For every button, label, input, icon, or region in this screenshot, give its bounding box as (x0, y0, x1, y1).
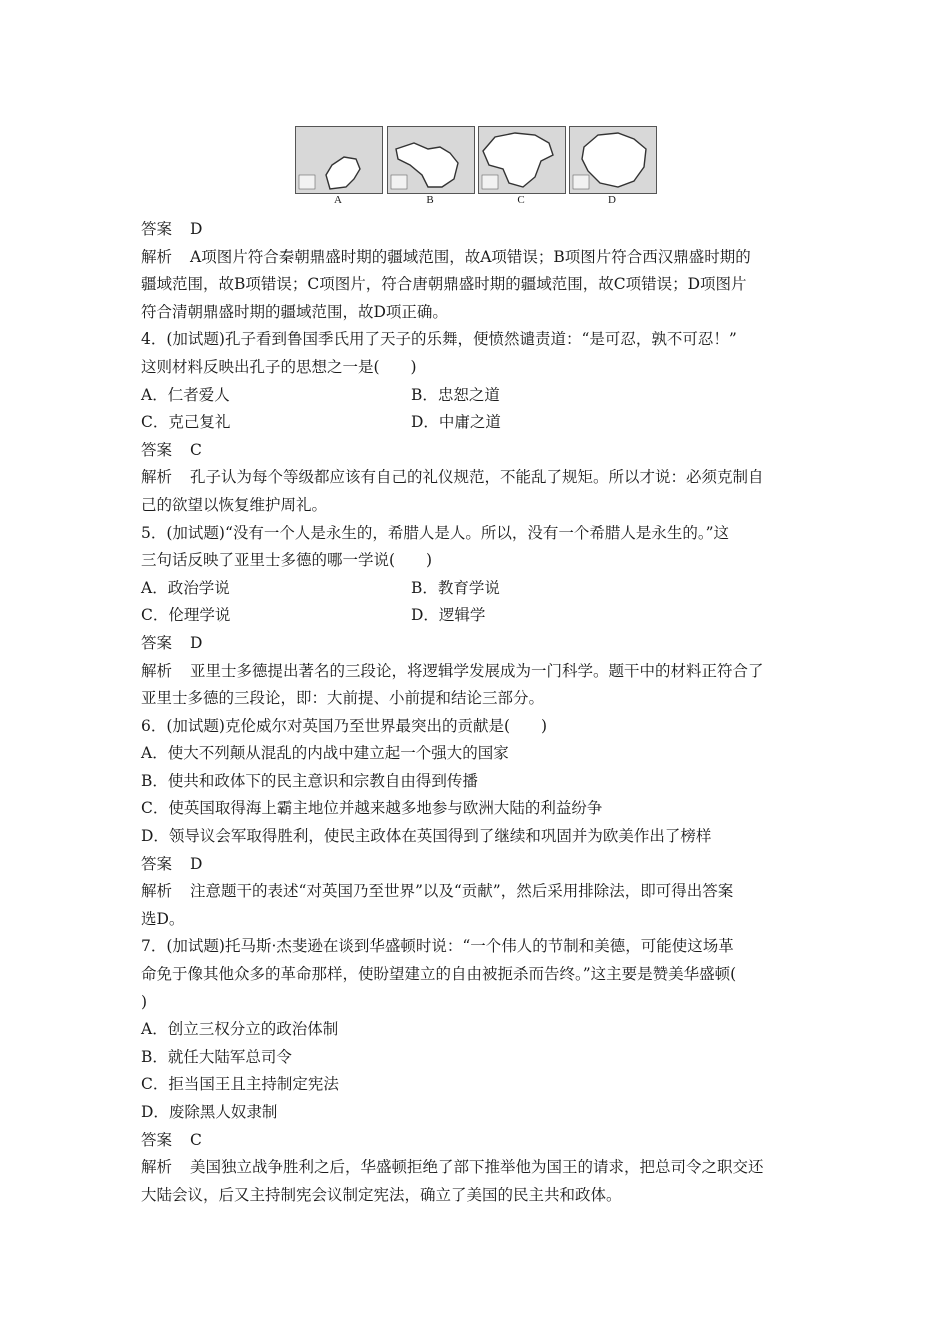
analysis-label: 解析 (141, 882, 173, 901)
option-c: C．伦理学说 (141, 606, 231, 625)
q4-options-row (141, 382, 813, 410)
map-label-a: A (334, 194, 342, 206)
map-qin-territory-icon (295, 126, 383, 194)
option-d: D．中庸之道 (411, 413, 501, 432)
map-western-han-territory-icon (387, 126, 475, 194)
q6-option-b: B．使共和政体下的民主意识和宗教自由得到传播 (141, 771, 478, 790)
q6-stem-line: 6．(加试题)克伦威尔对英国乃至世界最突出的贡献是( ) (141, 716, 548, 735)
q6-option-c: C．使英国取得海上霸主地位并越来越多地参与欧洲大陆的利益纷争 (141, 799, 603, 818)
q5-answer (141, 630, 813, 658)
answer-value: D (190, 854, 203, 873)
q3-analysis-line (141, 244, 813, 272)
q6-analysis-line: 选D。 (141, 909, 185, 928)
territory-maps (295, 126, 655, 208)
answer-label: 答案 (141, 220, 173, 238)
q5-analysis-line: 亚里士多德的三段论，即：大前提、小前提和结论三部分。 (141, 689, 545, 708)
analysis-text: 孔子认为每个等级都应该有自己的礼仪规范，不能乱了规矩。所以才说：必须克制自 (190, 468, 764, 487)
option-b: B．教育学说 (411, 578, 500, 597)
analysis-label: 解析 (141, 1158, 173, 1177)
q7-stem-line: 命免于像其他众多的革命那样，使盼望建立的自由被扼杀而告终。”这主要是赞美华盛顿( (141, 965, 737, 984)
q5-stem-line: 三句话反映了亚里士多德的哪一学说( ) (141, 551, 433, 570)
answer-value: D (190, 220, 203, 238)
q4-answer (141, 437, 813, 465)
option-a: A．仁者爱人 (141, 385, 230, 404)
q5-analysis-line (141, 658, 813, 686)
analysis-text: A项图片符合秦朝鼎盛时期的疆域范围，故A项错误；B项图片符合西汉鼎盛时期的 (190, 247, 751, 266)
q4-options-row (141, 409, 813, 437)
analysis-text: 美国独立战争胜利之后，华盛顿拒绝了部下推举他为国王的请求，把总司令之职交还 (190, 1158, 764, 1177)
q3-answer (141, 216, 813, 244)
answer-value: C (190, 1130, 202, 1149)
q7-option-d: D．废除黑人奴隶制 (141, 1103, 278, 1121)
answer-value: D (190, 633, 203, 652)
q7-stem-line: ) (141, 992, 148, 1011)
q7-option-c: C．拒当国王且主持制定宪法 (141, 1075, 339, 1094)
analysis-label: 解析 (141, 468, 173, 487)
q3-analysis-line: 疆域范围，故B项错误；C项图片，符合唐朝鼎盛时期的疆域范围，故C项错误；D项图片 (141, 275, 747, 294)
document-body (141, 216, 813, 1209)
answer-label: 答案 (141, 633, 173, 652)
map-label-c: C (517, 194, 525, 206)
q4-stem-line: 4．(加试题)孔子看到鲁国季氏用了天子的乐舞，便愤然谴责道：“是可忍，孰不可忍！” (141, 330, 737, 349)
analysis-label: 解析 (141, 247, 173, 266)
q5-options-row (141, 602, 813, 630)
analysis-label: 解析 (141, 661, 173, 680)
q7-analysis-line (141, 1154, 813, 1182)
answer-label: 答案 (141, 1130, 173, 1149)
q5-stem-line: 5．(加试题)“没有一个人是永生的，希腊人是人。所以，没有一个希腊人是永生的。”这 (141, 523, 730, 542)
q4-stem-line: 这则材料反映出孔子的思想之一是( ) (141, 357, 417, 376)
q7-option-b: B．就任大陆军总司令 (141, 1047, 292, 1066)
map-tang-territory-icon (478, 126, 566, 194)
option-d: D．逻辑学 (411, 606, 486, 625)
answer-label: 答案 (141, 440, 173, 459)
q4-analysis-line: 己的欲望以恢复维护周礼。 (141, 495, 328, 514)
q4-analysis-line (141, 464, 813, 492)
q6-option-d: D．领导议会军取得胜利，使民主政体在英国得到了继续和巩固并为欧美作出了榜样 (141, 827, 712, 846)
map-qing-territory-icon (569, 126, 657, 194)
map-label-d: D (608, 194, 616, 206)
option-c: C．克己复礼 (141, 413, 231, 432)
analysis-text: 注意题干的表述“对英国乃至世界”以及“贡献”，然后采用排除法，即可得出答案 (190, 882, 734, 901)
answer-label: 答案 (141, 854, 173, 873)
q6-analysis-line (141, 878, 813, 906)
q7-option-a: A．创立三权分立的政治体制 (141, 1020, 339, 1039)
q6-option-a: A．使大不列颠从混乱的内战中建立起一个强大的国家 (141, 744, 509, 763)
map-label-b: B (426, 194, 434, 206)
q7-answer (141, 1127, 813, 1155)
answer-value: C (190, 440, 202, 459)
analysis-text: 亚里士多德提出著名的三段论，将逻辑学发展成为一门科学。题干中的材料正符合了 (190, 661, 764, 680)
q7-stem-line: 7．(加试题)托马斯·杰斐逊在谈到华盛顿时说：“一个伟人的节制和美德，可能使这场革 (141, 937, 734, 956)
option-a: A．政治学说 (141, 578, 230, 597)
q6-answer (141, 851, 813, 879)
q5-options-row (141, 575, 813, 603)
option-b: B．忠恕之道 (411, 385, 500, 404)
q3-analysis-line: 符合清朝鼎盛时期的疆域范围，故D项正确。 (141, 302, 448, 321)
q7-analysis-line: 大陆会议，后又主持制宪会议制定宪法，确立了美国的民主共和政体。 (141, 1185, 622, 1204)
